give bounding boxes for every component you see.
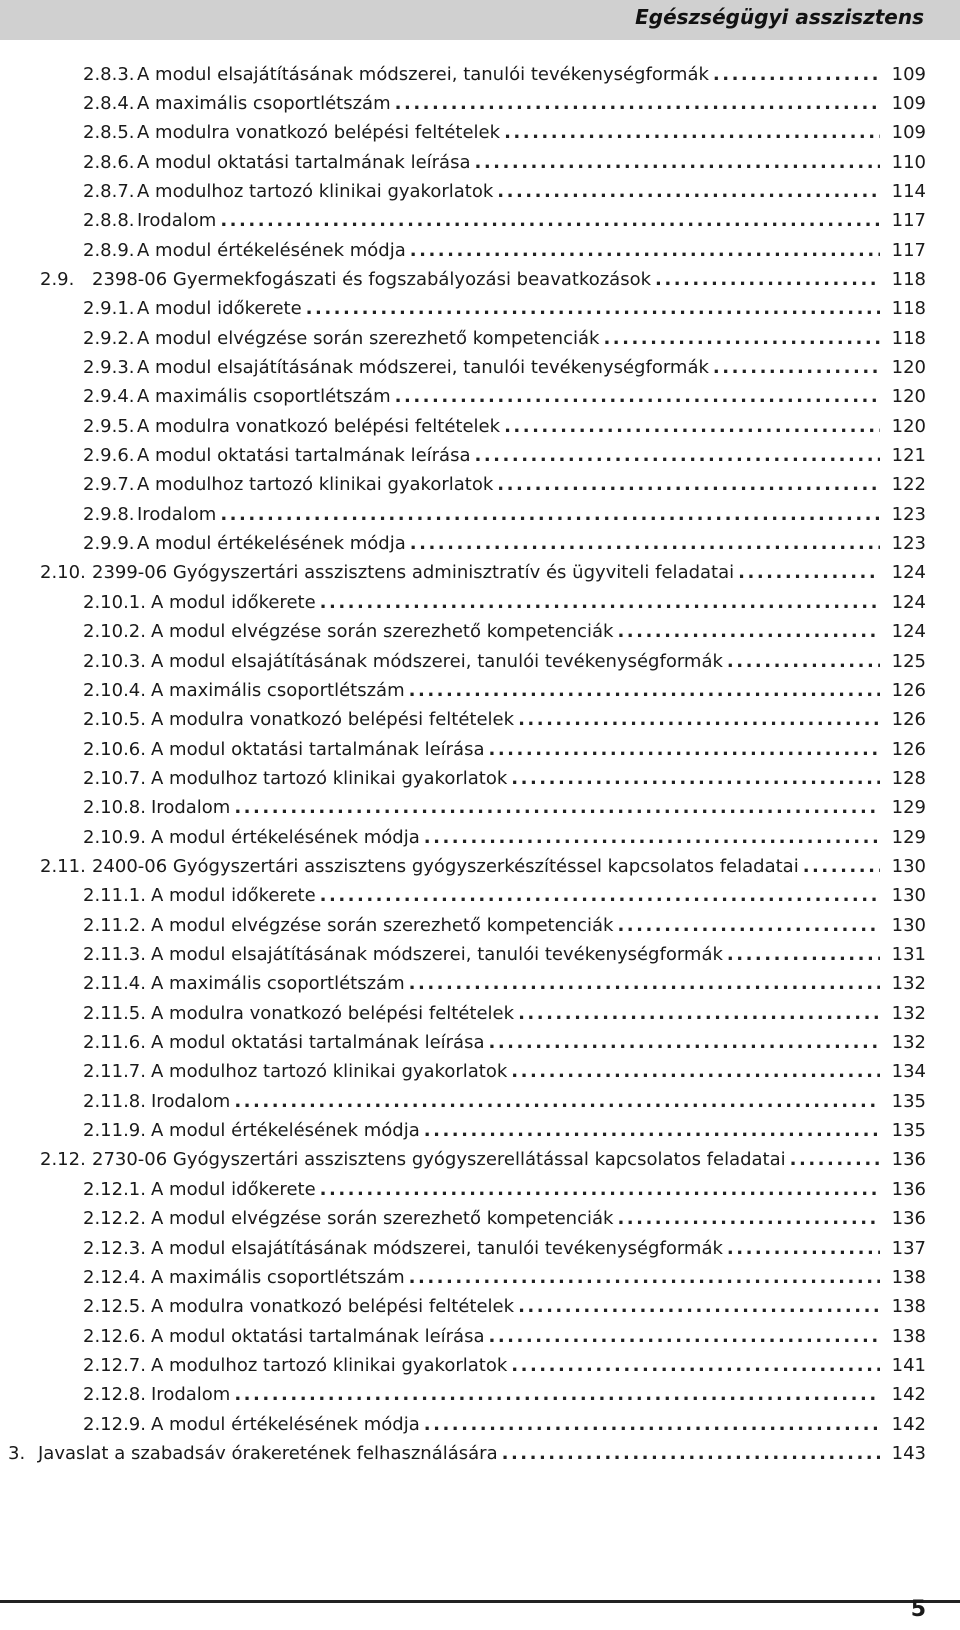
toc-entry[interactable] bbox=[83, 295, 926, 323]
toc-entry-number: 2.10.8. bbox=[83, 797, 146, 819]
toc-entry-title: Irodalom bbox=[137, 503, 217, 525]
toc-entry-page: 142 bbox=[891, 1413, 926, 1435]
toc-entry-page: 131 bbox=[891, 944, 926, 965]
toc-entry[interactable] bbox=[83, 148, 926, 176]
toc-entry[interactable] bbox=[83, 676, 926, 704]
toc-entry-page: 136 bbox=[891, 1149, 926, 1171]
dot-leader bbox=[475, 152, 881, 173]
toc-entry[interactable] bbox=[83, 471, 926, 499]
toc-entry-number: 2.10. bbox=[40, 562, 86, 584]
toc-entry-number: 2.12.1. bbox=[83, 1178, 146, 1200]
toc-entry-page: 117 bbox=[891, 210, 926, 232]
toc-entry-title: A modulhoz tartozó klinikai gyakorlatok bbox=[137, 474, 494, 496]
toc-entry-page: 120 bbox=[891, 357, 926, 378]
toc-entry-title: A modul értékelésének módja bbox=[151, 826, 420, 848]
toc-entry-title: A modul oktatási tartalmának leírása bbox=[151, 1325, 485, 1347]
toc-entry-number: 2.11.9. bbox=[83, 1120, 146, 1142]
toc-entry-title: A modul értékelésének módja bbox=[151, 1120, 420, 1142]
toc-entry-title: A modul értékelésének módja bbox=[137, 533, 406, 555]
toc-entry-page: 136 bbox=[891, 1208, 926, 1230]
toc-entry[interactable] bbox=[83, 530, 926, 558]
dot-leader bbox=[409, 1267, 880, 1288]
toc-entry-page: 124 bbox=[891, 591, 926, 613]
toc-entry-title: A modulra vonatkozó belépési feltételek bbox=[151, 709, 515, 731]
toc-entry-title: Irodalom bbox=[137, 210, 217, 232]
toc-entry-page: 122 bbox=[891, 474, 926, 496]
toc-entry-title: A maximális csoportlétszám bbox=[151, 679, 405, 701]
toc-entry-number: 2.9.1. bbox=[83, 298, 135, 320]
toc-entry-number: 2.11.5. bbox=[83, 1002, 146, 1024]
toc-entry-title: A modul elvégzése során szerezhető kompetenciák bbox=[151, 621, 614, 643]
dot-leader bbox=[497, 474, 880, 495]
toc-entry-page: 138 bbox=[891, 1325, 926, 1347]
dot-leader bbox=[738, 562, 880, 583]
toc-entry-title: A modul elvégzése során szerezhető kompetenciák bbox=[137, 327, 600, 349]
dot-leader bbox=[234, 1091, 880, 1112]
toc-entry-title: A modul elsajátításának módszerei, tanulói tevékenységformák bbox=[151, 1237, 723, 1259]
toc-entry[interactable] bbox=[83, 1263, 926, 1291]
toc-entry[interactable] bbox=[83, 236, 926, 264]
dot-leader bbox=[518, 709, 880, 730]
toc-entry-page: 134 bbox=[891, 1061, 926, 1083]
toc-entry[interactable] bbox=[83, 1029, 926, 1057]
toc-entry-number: 2.9.5. bbox=[83, 415, 135, 437]
toc-entry-number: 2.11.6. bbox=[83, 1032, 146, 1054]
toc-entry-number: 2.10.4. bbox=[83, 679, 146, 701]
toc-entry-page: 110 bbox=[891, 151, 926, 173]
dot-leader bbox=[489, 739, 881, 760]
dot-leader bbox=[803, 856, 880, 877]
toc-entry-title: A maximális csoportlétszám bbox=[151, 1266, 405, 1288]
toc-entry-title: A modul időkerete bbox=[137, 298, 302, 320]
toc-entry-number: 2.11.4. bbox=[83, 973, 146, 995]
footer-rule bbox=[0, 1600, 960, 1603]
toc-entry-number: 2.8.5. bbox=[83, 122, 135, 144]
toc-entry-number: 2.10.5. bbox=[83, 709, 146, 731]
toc-entry-title: A modulra vonatkozó belépési feltételek bbox=[151, 1296, 515, 1318]
toc-entry-number: 2.12.7. bbox=[83, 1354, 146, 1376]
toc-entry-page: 135 bbox=[891, 1120, 926, 1142]
toc-entry[interactable] bbox=[83, 882, 926, 910]
toc-entry-page: 130 bbox=[891, 914, 926, 936]
toc-entry[interactable] bbox=[40, 852, 926, 880]
dot-leader bbox=[713, 357, 880, 378]
toc-entry-number: 2.12.2. bbox=[83, 1208, 146, 1230]
toc-entry-page: 109 bbox=[891, 63, 926, 85]
toc-entry-page: 137 bbox=[891, 1237, 926, 1259]
toc-entry[interactable] bbox=[83, 324, 926, 352]
toc-entry[interactable] bbox=[83, 177, 926, 205]
toc-entry-title: A modulra vonatkozó belépési feltételek bbox=[151, 1002, 515, 1024]
toc-entry-page: 138 bbox=[891, 1266, 926, 1288]
toc-entry-page: 136 bbox=[891, 1178, 926, 1200]
toc-entry-title: A modul oktatási tartalmának leírása bbox=[137, 151, 471, 173]
toc-entry[interactable] bbox=[83, 1234, 926, 1262]
toc-entry-number: 2.12. bbox=[40, 1149, 86, 1171]
toc-entry-page: 121 bbox=[891, 445, 926, 467]
toc-entry-title: A maximális csoportlétszám bbox=[151, 973, 405, 995]
dot-leader bbox=[504, 122, 880, 143]
toc-entry-page: 126 bbox=[891, 709, 926, 731]
toc-entry-page: 124 bbox=[891, 562, 926, 584]
toc-entry[interactable] bbox=[83, 89, 926, 117]
dot-leader bbox=[727, 651, 880, 672]
dot-leader bbox=[424, 1414, 880, 1435]
toc-entry[interactable] bbox=[83, 1351, 926, 1379]
dot-leader bbox=[395, 386, 880, 407]
toc-entry[interactable] bbox=[8, 1439, 926, 1467]
toc-entry-title: A modul elvégzése során szerezhető kompetenciák bbox=[151, 1208, 614, 1230]
dot-leader bbox=[409, 973, 880, 994]
toc-entry-number: 2.11.3. bbox=[83, 944, 146, 965]
toc-entry-page: 141 bbox=[891, 1354, 926, 1376]
toc-entry-number: 2.10.6. bbox=[83, 738, 146, 760]
dot-leader bbox=[497, 181, 880, 202]
dot-leader bbox=[489, 1326, 881, 1347]
toc-entry-number: 2.11.2. bbox=[83, 914, 146, 936]
toc-entry-title: A modulhoz tartozó klinikai gyakorlatok bbox=[151, 767, 508, 789]
toc-entry-title: 2399-06 Gyógyszertári asszisztens adminisztratív és ügyviteli feladatai bbox=[92, 562, 735, 584]
toc-entry-title: A modul oktatási tartalmának leírása bbox=[151, 738, 485, 760]
toc-entry-number: 2.10.2. bbox=[83, 621, 146, 643]
dot-leader bbox=[320, 592, 880, 613]
toc-entry[interactable] bbox=[83, 764, 926, 792]
toc-entry[interactable] bbox=[83, 1175, 926, 1203]
toc-entry-page: 109 bbox=[891, 92, 926, 114]
dot-leader bbox=[511, 768, 880, 789]
toc-entry[interactable] bbox=[83, 1058, 926, 1086]
toc-entry-page: 130 bbox=[891, 855, 926, 877]
dot-leader bbox=[320, 1179, 880, 1200]
toc-entry-number: 2.8.8. bbox=[83, 210, 135, 232]
toc-entry-number: 2.8.6. bbox=[83, 151, 135, 173]
toc-entry-number: 2.12.9. bbox=[83, 1413, 146, 1435]
dot-leader bbox=[489, 1032, 881, 1053]
toc-entry-page: 132 bbox=[891, 1002, 926, 1024]
dot-leader bbox=[655, 269, 880, 290]
dot-leader bbox=[424, 1120, 880, 1141]
toc-entry-number: 2.12.8. bbox=[83, 1384, 146, 1406]
dot-leader bbox=[603, 328, 880, 349]
dot-leader bbox=[475, 445, 881, 466]
toc-entry[interactable] bbox=[40, 559, 926, 587]
toc-entry-page: 129 bbox=[891, 797, 926, 819]
toc-entry-page: 126 bbox=[891, 738, 926, 760]
toc-entry-number: 2.11.8. bbox=[83, 1090, 146, 1112]
toc-entry-page: 126 bbox=[891, 679, 926, 701]
toc-entry-title: A modul időkerete bbox=[151, 1178, 316, 1200]
toc-entry-title: A modul elsajátításának módszerei, tanulói tevékenységformák bbox=[137, 357, 709, 378]
toc-entry[interactable] bbox=[40, 1146, 926, 1174]
toc-entry[interactable] bbox=[83, 588, 926, 616]
toc-entry-number: 3. bbox=[8, 1442, 26, 1464]
toc-entry[interactable] bbox=[83, 999, 926, 1027]
toc-entry-page: 135 bbox=[891, 1090, 926, 1112]
toc-entry[interactable] bbox=[83, 970, 926, 998]
toc-entry-page: 114 bbox=[891, 180, 926, 202]
dot-leader bbox=[502, 1443, 880, 1464]
toc-entry-number: 2.9.8. bbox=[83, 503, 135, 525]
dot-leader bbox=[727, 944, 880, 965]
dot-leader bbox=[410, 240, 880, 261]
header-title: Egészségügyi asszisztens bbox=[635, 5, 924, 29]
toc-entry-title: A modul oktatási tartalmának leírása bbox=[151, 1032, 485, 1054]
toc-entry-title: Irodalom bbox=[151, 1090, 231, 1112]
toc-entry-page: 130 bbox=[891, 885, 926, 907]
toc-entry-number: 2.9.2. bbox=[83, 327, 135, 349]
toc-entry[interactable] bbox=[83, 647, 926, 675]
toc-entry-title: Irodalom bbox=[151, 797, 231, 819]
toc-entry-page: 123 bbox=[891, 533, 926, 555]
toc-entry-title: A modul elsajátításának módszerei, tanulói tevékenységformák bbox=[151, 944, 723, 965]
toc-entry[interactable] bbox=[83, 1293, 926, 1321]
toc-entry-page: 128 bbox=[891, 767, 926, 789]
toc-entry-page: 143 bbox=[891, 1442, 926, 1464]
toc-entry[interactable] bbox=[83, 941, 926, 969]
toc-entry-number: 2.10.9. bbox=[83, 826, 146, 848]
toc-entry-title: A modulhoz tartozó klinikai gyakorlatok bbox=[137, 180, 494, 202]
toc-entry-page: 117 bbox=[891, 239, 926, 261]
toc-entry-number: 2.9.3. bbox=[83, 357, 135, 378]
toc-entry[interactable] bbox=[83, 735, 926, 763]
dot-leader bbox=[320, 885, 880, 906]
toc-entry[interactable] bbox=[83, 823, 926, 851]
toc-entry-number: 2.10.3. bbox=[83, 650, 146, 672]
toc-entry-number: 2.11.1. bbox=[83, 885, 146, 907]
page-number: 5 bbox=[910, 1597, 926, 1622]
dot-leader bbox=[617, 621, 880, 642]
toc-entry-page: 132 bbox=[891, 1032, 926, 1054]
toc-entry[interactable] bbox=[83, 1087, 926, 1115]
toc-entry-title: Javaslat a szabadsáv órakeretének felhasználására bbox=[38, 1442, 498, 1464]
toc-entry[interactable] bbox=[83, 354, 926, 382]
toc-entry[interactable] bbox=[83, 1322, 926, 1350]
toc-entry-page: 132 bbox=[891, 973, 926, 995]
dot-leader bbox=[617, 915, 880, 936]
toc-entry-title: 2398-06 Gyermekfogászati és fogszabályozási beavatkozások bbox=[92, 268, 652, 290]
toc-entry-number: 2.11. bbox=[40, 855, 86, 877]
dot-leader bbox=[518, 1003, 880, 1024]
toc-entry-page: 120 bbox=[891, 386, 926, 408]
toc-entry-page: 118 bbox=[891, 327, 926, 349]
toc-entry-number: 2.9.7. bbox=[83, 474, 135, 496]
toc-entry-number: 2.9.6. bbox=[83, 445, 135, 467]
toc-entry-number: 2.11.7. bbox=[83, 1061, 146, 1083]
toc-entry-page: 118 bbox=[891, 268, 926, 290]
dot-leader bbox=[504, 416, 880, 437]
toc-entry-page: 123 bbox=[891, 503, 926, 525]
toc-entry[interactable] bbox=[83, 706, 926, 734]
toc-entry-title: A modul elvégzése során szerezhető kompetenciák bbox=[151, 914, 614, 936]
dot-leader bbox=[220, 210, 880, 231]
toc-entry-number: 2.8.9. bbox=[83, 239, 135, 261]
dot-leader bbox=[518, 1296, 880, 1317]
toc-entry[interactable] bbox=[83, 207, 926, 235]
dot-leader bbox=[306, 298, 880, 319]
toc-entry[interactable] bbox=[40, 265, 926, 293]
toc-entry-title: A modul elsajátításának módszerei, tanulói tevékenységformák bbox=[137, 63, 709, 85]
toc-entry-number: 2.8.7. bbox=[83, 180, 135, 202]
toc-entry-title: A maximális csoportlétszám bbox=[137, 386, 391, 408]
toc-entry[interactable] bbox=[83, 1205, 926, 1233]
toc-entry[interactable] bbox=[83, 1117, 926, 1145]
dot-leader bbox=[234, 1384, 880, 1405]
toc-entry-page: 125 bbox=[891, 650, 926, 672]
toc-entry-title: A modulra vonatkozó belépési feltételek bbox=[137, 415, 501, 437]
toc-entry[interactable] bbox=[83, 442, 926, 470]
toc-entry-number: 2.12.6. bbox=[83, 1325, 146, 1347]
toc-entry-title: A modul oktatási tartalmának leírása bbox=[137, 445, 471, 467]
dot-leader bbox=[511, 1355, 880, 1376]
toc-entry-page: 120 bbox=[891, 415, 926, 437]
toc-entry-title: A modul időkerete bbox=[151, 591, 316, 613]
toc-entry[interactable] bbox=[83, 500, 926, 528]
toc-entry-title: A modulhoz tartozó klinikai gyakorlatok bbox=[151, 1354, 508, 1376]
toc-entry[interactable] bbox=[83, 412, 926, 440]
dot-leader bbox=[410, 533, 880, 554]
toc-entry-number: 2.12.4. bbox=[83, 1266, 146, 1288]
toc-entry[interactable] bbox=[83, 1410, 926, 1438]
toc-entry-title: A modulhoz tartozó klinikai gyakorlatok bbox=[151, 1061, 508, 1083]
toc-entry[interactable] bbox=[83, 119, 926, 147]
dot-leader bbox=[424, 827, 880, 848]
running-header bbox=[0, 0, 960, 40]
toc-entry-number: 2.8.3. bbox=[83, 63, 135, 85]
toc-entry-title: Irodalom bbox=[151, 1384, 231, 1406]
toc-entry-number: 2.10.7. bbox=[83, 767, 146, 789]
toc-entry-page: 142 bbox=[891, 1384, 926, 1406]
dot-leader bbox=[234, 797, 880, 818]
toc-entry-page: 138 bbox=[891, 1296, 926, 1318]
dot-leader bbox=[511, 1061, 880, 1082]
toc-entry[interactable] bbox=[83, 60, 926, 88]
toc-entry[interactable] bbox=[83, 911, 926, 939]
toc-entry-title: A maximális csoportlétszám bbox=[137, 92, 391, 114]
toc-entry-page: 124 bbox=[891, 621, 926, 643]
toc-entry-page: 118 bbox=[891, 298, 926, 320]
toc-entry-number: 2.12.5. bbox=[83, 1296, 146, 1318]
toc-entry[interactable] bbox=[83, 794, 926, 822]
toc-entry-title: 2730-06 Gyógyszertári asszisztens gyógyszerellátással kapcsolatos feladatai bbox=[92, 1149, 786, 1171]
toc-entry-title: A modul értékelésének módja bbox=[137, 239, 406, 261]
dot-leader bbox=[220, 504, 880, 525]
dot-leader bbox=[395, 93, 880, 114]
toc-entry-title: 2400-06 Gyógyszertári asszisztens gyógyszerkészítéssel kapcsolatos feladatai bbox=[92, 855, 799, 877]
toc-entry-title: A modul elsajátításának módszerei, tanulói tevékenységformák bbox=[151, 650, 723, 672]
toc-entry-number: 2.12.3. bbox=[83, 1237, 146, 1259]
toc-entry[interactable] bbox=[83, 383, 926, 411]
toc-entry-number: 2.9.4. bbox=[83, 386, 135, 408]
toc-entry-page: 129 bbox=[891, 826, 926, 848]
dot-leader bbox=[713, 64, 880, 85]
toc-entry-page: 109 bbox=[891, 122, 926, 144]
dot-leader bbox=[409, 680, 880, 701]
toc-entry-number: 2.8.4. bbox=[83, 92, 135, 114]
dot-leader bbox=[727, 1238, 880, 1259]
dot-leader bbox=[617, 1208, 880, 1229]
dot-leader bbox=[790, 1149, 880, 1170]
toc-entry-title: A modulra vonatkozó belépési feltételek bbox=[137, 122, 501, 144]
toc-entry-number: 2.9. bbox=[40, 268, 75, 290]
toc-entry-title: A modul értékelésének módja bbox=[151, 1413, 420, 1435]
toc-entry-number: 2.9.9. bbox=[83, 533, 135, 555]
toc-entry[interactable] bbox=[83, 618, 926, 646]
toc-entry[interactable] bbox=[83, 1381, 926, 1409]
toc-entry-number: 2.10.1. bbox=[83, 591, 146, 613]
toc-entry-title: A modul időkerete bbox=[151, 885, 316, 907]
